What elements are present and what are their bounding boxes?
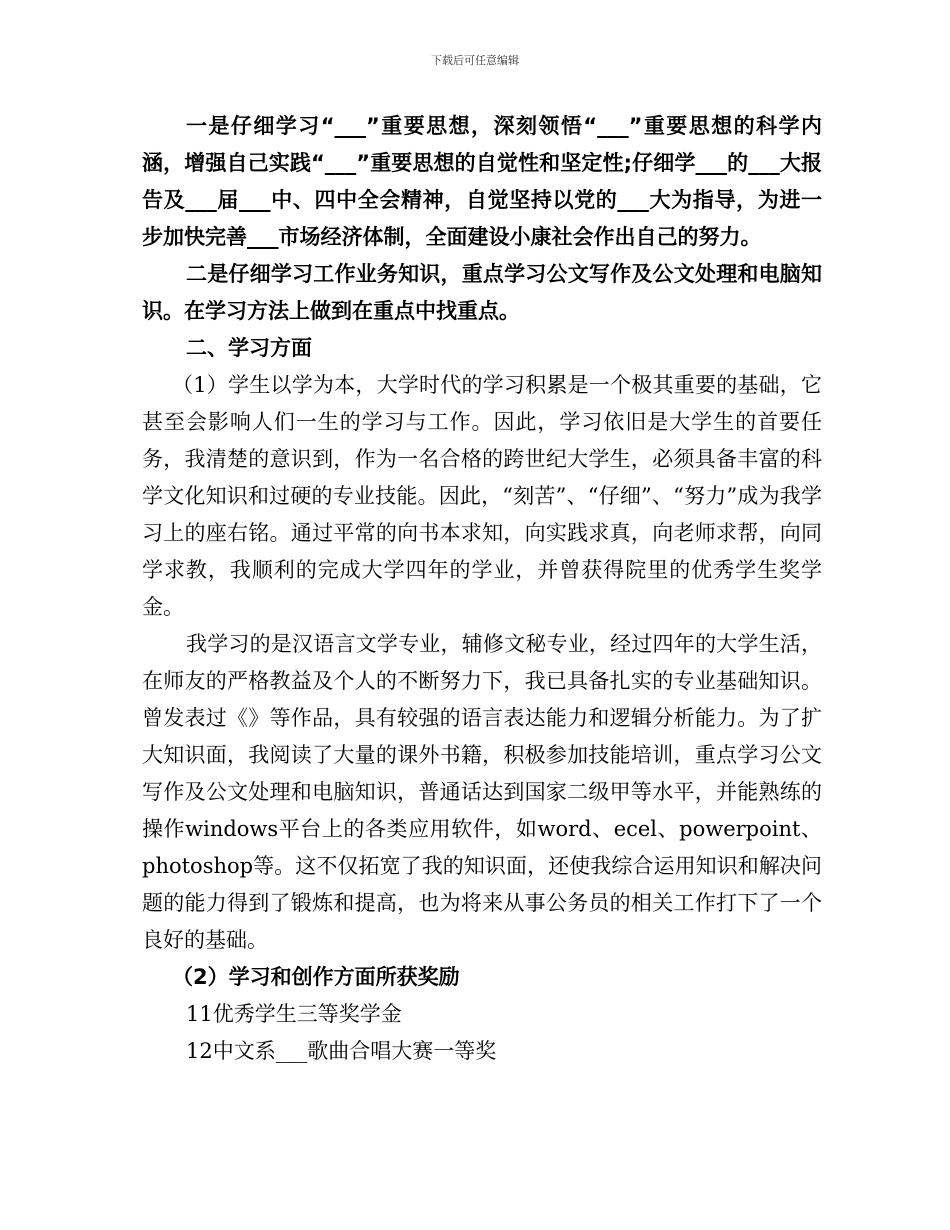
award-item: 12中文系___歌曲合唱大赛一等奖 [186,1039,497,1063]
document-body [142,108,822,1070]
page-header: 下载后可任意编辑 [431,54,519,67]
sub-heading-awards: （2）学习和创作方面所获奖励 [172,965,460,989]
section-heading-study: 二、学习方面 [186,336,312,360]
paragraph-study-foundation: （1）学生以学为本，大学时代的学习积累是一个极其重要的基础，它甚至会影响人们一生的学习与工作。因此，学习依旧是大学生的首要任务，我清楚的意识到，作为一名合格的跨世纪大学生，必须具备丰富的科学文化知识和过硬的专业技能。因此，“刻苦”、“仔细”、“努力”成为我学习上的座右铭。通过平常的向书本求知，向实践求真，向老师求帮，向同学求教，我顺利的完成大学四年的学业，并曾获得院里的优秀学生奖学金。 [142,373,822,619]
paragraph-major: 我学习的是汉语言文学专业，辅修文秘专业，经过四年的大学生活，在师友的严格教益及个人的不断努力下，我已具备扎实的专业基础知识。曾发表过《》等作品，具有较强的语言表达能力和逻辑分析能力。为了扩大知识面，我阅读了大量的课外书籍，积极参加技能培训，重点学习公文写作及公文处理和电脑知识，普通话达到国家二级甲等水平，并能熟练的操作windows平台上的各类应用软件，如word、ecel、powerpoint、photoshop等。这不仅拓宽了我的知识面，还使我综合运用知识和解决问题的能力得到了锻炼和提高，也为将来从事公务员的相关工作打下了一个良好的基础。 [142,632,822,952]
paragraph-study-business: 二是仔细学习工作业务知识，重点学习公文写作及公文处理和电脑知识。在学习方法上做到在重点中找重点。 [142,262,822,323]
award-item: 11优秀学生三等奖学金 [186,1002,402,1026]
paragraph-study-thought: 一是仔细学习“___”重要思想，深刻领悟“___”重要思想的科学内涵，增强自己实践“___”重要思想的自觉性和坚定性;仔细学___的___大报告及___届___中、四中全会精神，自觉坚持以党的___大为指导，为进一步加快完善___市场经济体制，全面建设小康社会作出自己的努力。 [142,114,822,249]
